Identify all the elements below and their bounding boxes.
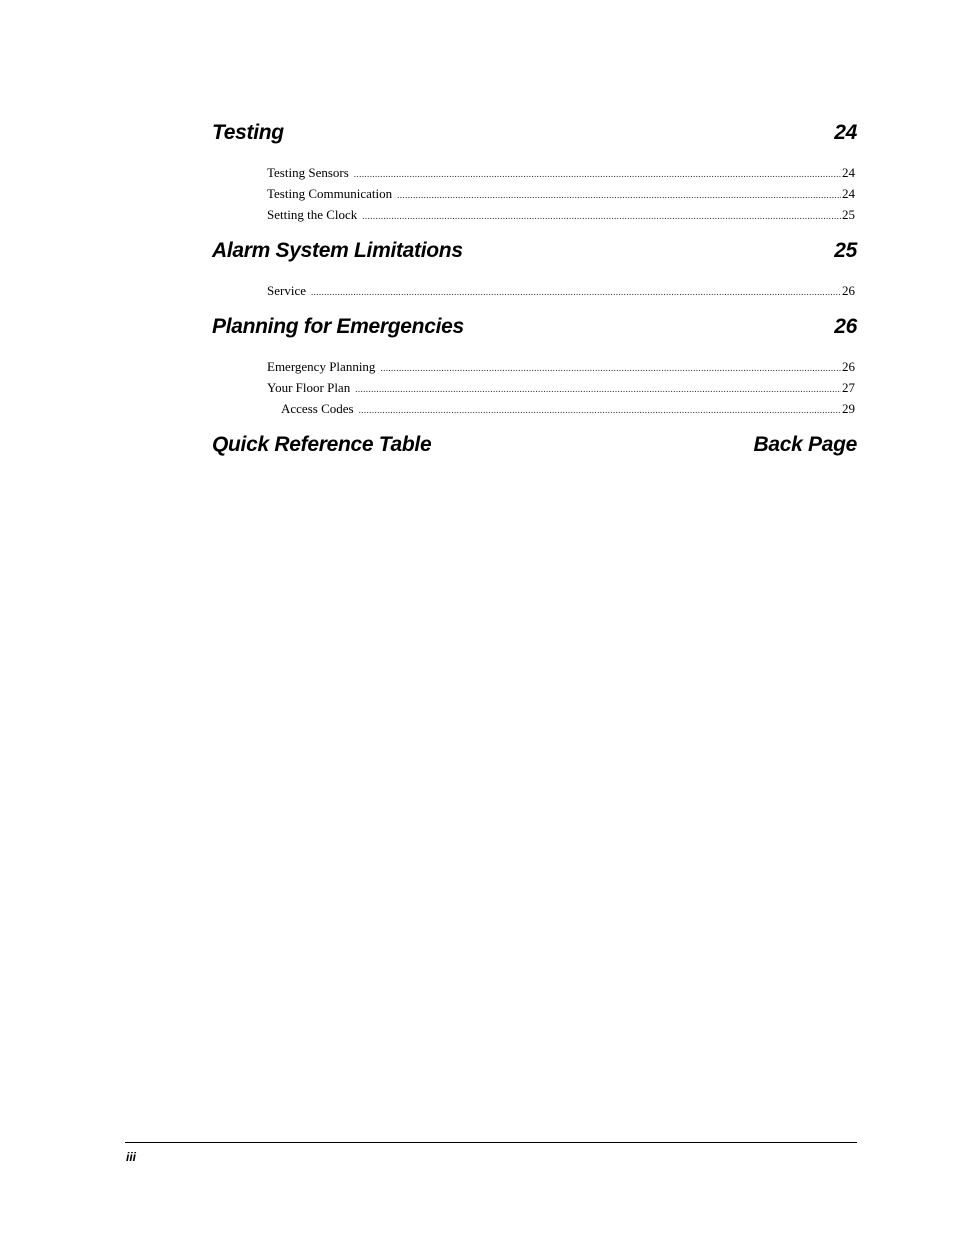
toc-entry-page: 24 bbox=[842, 186, 855, 201]
toc-entry-list bbox=[212, 357, 857, 420]
section-title: Quick Reference Table bbox=[212, 433, 432, 456]
toc-entry-label: Access Codes bbox=[281, 401, 354, 416]
section-page-number: 25 bbox=[834, 239, 857, 262]
section-heading[interactable] bbox=[212, 312, 857, 342]
dot-leader bbox=[380, 359, 841, 378]
dot-leader bbox=[362, 207, 841, 226]
footer-divider bbox=[125, 1142, 857, 1143]
footer-page-number: iii bbox=[126, 1150, 137, 1164]
toc-entry-page: 27 bbox=[842, 380, 855, 395]
toc-entry[interactable] bbox=[212, 163, 857, 184]
toc-entry[interactable] bbox=[212, 357, 857, 378]
section-page-number: 24 bbox=[834, 121, 857, 144]
section-title: Testing bbox=[212, 121, 284, 144]
section-title: Planning for Emergencies bbox=[212, 315, 464, 338]
dot-leader bbox=[311, 283, 841, 302]
section-page-number: Back Page bbox=[753, 433, 857, 456]
toc-entry-page: 25 bbox=[842, 207, 855, 222]
toc-entry-page: 29 bbox=[842, 401, 855, 416]
toc-subentry[interactable] bbox=[212, 399, 857, 420]
dot-leader bbox=[359, 401, 841, 420]
dot-leader bbox=[397, 186, 841, 205]
toc-entry[interactable] bbox=[212, 378, 857, 399]
section-heading[interactable] bbox=[212, 236, 857, 266]
toc-section-alarm-system-limitations bbox=[212, 236, 857, 312]
toc-entry-list bbox=[212, 281, 857, 302]
toc-section-testing bbox=[212, 118, 857, 236]
toc-entry-page: 24 bbox=[842, 165, 855, 180]
section-heading[interactable] bbox=[212, 118, 857, 148]
section-page-number: 26 bbox=[834, 315, 857, 338]
section-title: Alarm System Limitations bbox=[212, 239, 463, 262]
toc-entry-label: Testing Sensors bbox=[267, 165, 349, 180]
toc-section-quick-reference-table bbox=[212, 430, 857, 460]
toc-entry[interactable] bbox=[212, 205, 857, 226]
toc-entry-label: Emergency Planning bbox=[267, 359, 376, 374]
toc-entry-label: Setting the Clock bbox=[267, 207, 358, 222]
toc-entry-list bbox=[212, 163, 857, 226]
toc-entry-label: Your Floor Plan bbox=[267, 380, 351, 395]
toc-entry[interactable] bbox=[212, 281, 857, 302]
table-of-contents bbox=[212, 118, 857, 460]
toc-entry-page: 26 bbox=[842, 283, 855, 298]
toc-section-planning-for-emergencies bbox=[212, 312, 857, 430]
toc-entry-page: 26 bbox=[842, 359, 855, 374]
dot-leader bbox=[354, 165, 841, 184]
section-heading[interactable] bbox=[212, 430, 857, 460]
toc-entry-label: Service bbox=[267, 283, 306, 298]
toc-entry-label: Testing Communication bbox=[267, 186, 393, 201]
dot-leader bbox=[355, 380, 841, 399]
toc-entry[interactable] bbox=[212, 184, 857, 205]
